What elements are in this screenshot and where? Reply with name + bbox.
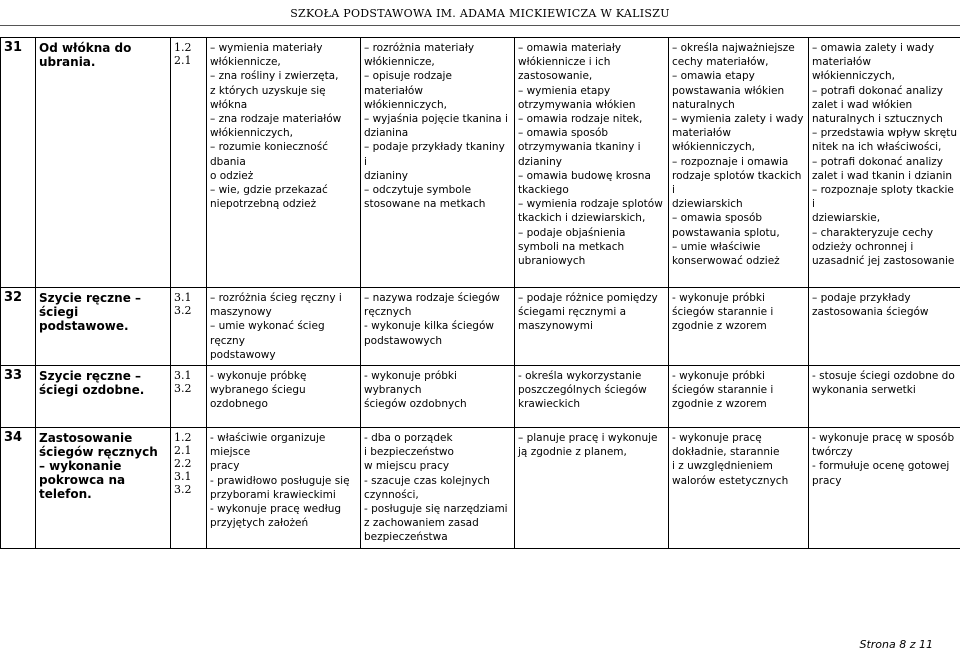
requirement-line: – wymienia materiały — [210, 42, 323, 54]
requirement-line: – zna rośliny i zwierzęta, — [210, 70, 339, 83]
requirement-line: otrzymywania tkaniny i — [518, 141, 641, 154]
requirement-line: – potrafi dokonać analizy — [812, 84, 943, 97]
requirement-line: – przedstawia wpływ skrętu — [812, 127, 957, 140]
requirement-line: maszynowymi — [518, 320, 593, 333]
requirement-line: – opisuje rodzaje materiałów — [364, 70, 452, 97]
curriculum-code: 2.1 — [174, 444, 192, 458]
curriculum-codes — [171, 38, 207, 288]
requirement-line: - posługuje się narzędziami — [364, 503, 508, 516]
lesson-number: 34 — [1, 428, 36, 549]
requirement-line: – rozpoznaje i omawia — [672, 155, 789, 168]
requirement-line: wykonania serwetki — [812, 384, 916, 397]
requirement-line: powstawania włókien — [672, 84, 785, 97]
requirement-line: z zachowaniem zasad — [364, 517, 479, 530]
table-row — [1, 366, 960, 428]
lesson-number: 31 — [1, 38, 36, 288]
requirement-line: włókienniczych, — [210, 127, 293, 140]
curriculum-codes — [171, 366, 207, 428]
requirement-line: – rozumie konieczność dbania — [210, 141, 328, 168]
requirement-line: – rozpoznaje sploty tkackie i — [812, 184, 954, 211]
header-divider — [0, 25, 960, 26]
curriculum-code: 3.2 — [174, 483, 192, 497]
requirement-line: – potrafi dokonać analizy — [812, 155, 943, 168]
requirements-cell-3 — [515, 366, 669, 428]
lesson-plan-table — [0, 37, 960, 549]
curriculum-codes — [171, 428, 207, 549]
requirement-line: wybranego ściegu ozdobnego — [210, 384, 306, 411]
curriculum-code: 2.1 — [174, 54, 192, 67]
requirement-line: dzianina — [364, 127, 409, 140]
requirement-line: ubraniowych — [518, 255, 586, 268]
lesson-topic: Szycie ręczne – ściegi podstawowe. — [36, 288, 171, 366]
requirements-cell-1 — [207, 366, 361, 428]
requirement-line: w miejscu pracy — [364, 460, 450, 473]
requirement-line: - wykonuje próbki — [672, 292, 765, 304]
requirement-line: – podaje objaśnienia — [518, 226, 626, 239]
requirement-line: włókienniczych, — [364, 98, 447, 111]
requirement-line: zastosowania ściegów — [812, 306, 929, 319]
lesson-number: 33 — [1, 366, 36, 428]
requirement-line: pracy — [210, 460, 240, 473]
requirement-line: ręcznych — [364, 306, 412, 319]
requirements-cell-4 — [669, 366, 809, 428]
curriculum-code: 3.2 — [174, 382, 192, 396]
page-number: Strona 8 z 11 — [859, 638, 933, 651]
requirement-line: zastosowanie, — [518, 70, 593, 83]
curriculum-code: 1.2 — [174, 431, 192, 445]
page-header — [0, 0, 960, 25]
requirement-line: – planuje pracę i wykonuje — [518, 432, 658, 445]
requirement-line: przyjętych założeń — [210, 517, 309, 530]
requirements-cell-1 — [207, 428, 361, 549]
requirement-line: tkackich i dziewiarskich, — [518, 212, 646, 225]
requirement-line: materiałów włókienniczych, — [812, 56, 895, 83]
requirement-line: naturalnych — [672, 98, 735, 111]
requirement-line: o odzież — [210, 169, 254, 182]
curriculum-codes — [171, 288, 207, 366]
requirement-line: – podaje przykłady — [812, 292, 911, 304]
requirement-line: - wykonuje pracę w sposób — [812, 432, 955, 445]
requirement-line: – charakteryzuje cechy — [812, 226, 934, 239]
curriculum-code: 3.2 — [174, 304, 192, 317]
requirement-line: tkackiego — [518, 184, 569, 197]
requirements-cell-2 — [361, 38, 515, 288]
requirement-line: - prawidłowo posługuje się — [210, 474, 350, 487]
requirements-cell-5 — [809, 428, 960, 549]
requirement-line: – rozróżnia ścieg ręczny i — [210, 292, 342, 304]
requirement-line: - wykonuje pracę według — [210, 503, 342, 516]
requirement-line: bezpieczeństwa — [364, 531, 448, 544]
table-row — [1, 38, 960, 288]
requirement-line: dzianiny — [518, 155, 562, 168]
requirement-line: - wykonuje pracę — [672, 432, 762, 445]
requirement-line: – zna rodzaje materiałów — [210, 113, 342, 126]
requirement-line: powstawania splotu, — [672, 226, 780, 239]
requirement-line: stosowane na metkach — [364, 198, 486, 211]
requirement-line: ją zgodnie z planem, — [518, 446, 627, 459]
requirement-line: ściegów starannie i — [672, 384, 774, 397]
requirement-line: - szacuje czas kolejnych — [364, 474, 490, 487]
requirements-cell-2 — [361, 288, 515, 366]
requirement-line: materiałów — [672, 127, 731, 140]
curriculum-code: 3.1 — [174, 291, 192, 304]
requirements-cell-5 — [809, 288, 960, 366]
requirement-line: ściegów ozdobnych — [364, 398, 467, 411]
requirement-line: i bezpieczeństwo — [364, 446, 454, 459]
requirement-line: zalet i wad włókien — [812, 98, 913, 111]
requirement-line: włókiennicze, — [210, 56, 281, 69]
requirement-line: i z uwzględnieniem — [672, 460, 773, 473]
requirements-cell-3 — [515, 288, 669, 366]
requirement-line: zalet i wad tkanin i dzianin — [812, 169, 953, 182]
curriculum-code: 3.1 — [174, 470, 192, 484]
requirements-cell-1 — [207, 38, 361, 288]
requirement-line: cechy materiałów, — [672, 56, 769, 69]
requirement-line: – wymienia etapy — [518, 84, 611, 97]
requirement-line: zgodnie z wzorem — [672, 320, 767, 333]
requirement-line: – omawia etapy — [672, 70, 755, 83]
requirement-line: z których uzyskuje się włókna — [210, 84, 326, 111]
requirement-line: przyborami krawieckimi — [210, 488, 336, 501]
requirement-line: dziewiarskie, — [812, 212, 881, 225]
requirement-line: – wyjaśnia pojęcie tkanina i — [364, 113, 508, 126]
requirement-line: – umie wykonać ścieg ręczny — [210, 320, 325, 347]
requirements-cell-4 — [669, 288, 809, 366]
requirement-line: zgodnie z wzorem — [672, 398, 767, 411]
requirement-line: - określa wykorzystanie — [518, 370, 642, 383]
requirement-line: pracy — [812, 474, 842, 487]
requirement-line: – rozróżnia materiały — [364, 42, 475, 54]
requirement-line: podstawowy — [210, 348, 276, 361]
requirement-line: naturalnych i sztucznych — [812, 113, 943, 126]
requirement-line: uzasadnić jej zastosowanie — [812, 255, 955, 268]
requirement-line: - wykonuje kilka ściegów — [364, 320, 494, 333]
requirement-line: niepotrzebną odzież — [210, 198, 317, 211]
requirement-line: krawieckich — [518, 398, 580, 411]
requirement-line: – omawia sposób — [672, 212, 763, 225]
requirement-line: rodzaje splotów tkackich i — [672, 169, 802, 197]
requirement-line: włókiennicze, — [364, 56, 435, 69]
requirement-line: czynności, — [364, 488, 419, 501]
lesson-topic: Od włókna do ubrania. — [36, 38, 171, 288]
requirement-line: - dba o porządek — [364, 432, 453, 445]
requirement-line: – wymienia zalety i wady — [672, 113, 804, 126]
requirement-line: - formułuje ocenę gotowej — [812, 460, 950, 473]
requirement-line: – określa najważniejsze — [672, 42, 795, 54]
requirement-line: – podaje przykłady tkaniny i — [364, 141, 505, 168]
requirements-cell-5 — [809, 366, 960, 428]
requirement-line: – omawia budowę krosna — [518, 169, 651, 182]
requirements-cell-5 — [809, 38, 960, 288]
requirement-line: dzianiny — [364, 169, 408, 182]
requirement-line: odzieży ochronnej i — [812, 240, 914, 253]
requirement-line: ściegami ręcznymi a — [518, 306, 627, 319]
requirement-line: - stosuje ściegi ozdobne do — [812, 370, 955, 383]
requirements-cell-1 — [207, 288, 361, 366]
requirement-line: - wykonuje próbki — [672, 370, 765, 383]
requirement-line: symboli na metkach — [518, 240, 625, 253]
requirement-line: – odczytuje symbole — [364, 184, 472, 197]
requirement-line: - wykonuje próbkę — [210, 370, 307, 383]
requirement-line: dziewiarskich — [672, 198, 743, 211]
requirements-cell-2 — [361, 428, 515, 549]
requirement-line: - właściwie organizuje miejsce — [210, 432, 326, 459]
curriculum-code: 3.1 — [174, 369, 192, 383]
curriculum-code: 1.2 — [174, 41, 192, 54]
requirement-line: – omawia materiały — [518, 42, 622, 54]
requirement-line: dokładnie, starannie — [672, 446, 780, 459]
requirement-line: – omawia zalety i wady — [812, 42, 935, 54]
requirement-line: - wykonuje próbki wybranych — [364, 370, 457, 397]
requirement-line: – wie, gdzie przekazać — [210, 184, 328, 197]
requirements-cell-2 — [361, 366, 515, 428]
requirement-line: maszynowy — [210, 306, 272, 319]
requirement-line: nitek na ich właściwości, — [812, 141, 942, 154]
requirement-line: – omawia sposób — [518, 127, 609, 140]
requirements-cell-4 — [669, 38, 809, 288]
requirement-line: walorów estetycznych — [672, 474, 789, 487]
curriculum-code: 2.2 — [174, 457, 192, 471]
lesson-topic: Szycie ręczne – ściegi ozdobne. — [36, 366, 171, 428]
table-row — [1, 428, 960, 549]
requirement-line: – umie właściwie — [672, 240, 761, 253]
requirement-line: konserwować odzież — [672, 255, 780, 268]
requirement-line: – podaje różnice pomiędzy — [518, 292, 658, 304]
requirement-line: ściegów starannie i — [672, 306, 774, 319]
requirement-line: włókiennicze i ich — [518, 56, 611, 69]
school-name: SZKOŁA PODSTAWOWA IM. ADAMA MICKIEWICZA W KALISZU — [290, 7, 670, 20]
requirement-line: włókienniczych, — [672, 141, 755, 154]
requirement-line: podstawowych — [364, 334, 443, 347]
lesson-topic: Zastosowanie ściegów ręcznych – wykonanie pokrowca na telefon. — [36, 428, 171, 549]
requirement-line: poszczególnych ściegów — [518, 384, 647, 397]
lesson-number: 32 — [1, 288, 36, 366]
requirement-line: otrzymywania włókien — [518, 98, 636, 111]
requirement-line: – wymienia rodzaje splotów — [518, 198, 663, 211]
requirements-cell-3 — [515, 428, 669, 549]
requirement-line: twórczy — [812, 446, 853, 459]
requirements-cell-4 — [669, 428, 809, 549]
requirement-line: – nazywa rodzaje ściegów — [364, 292, 500, 304]
table-row — [1, 288, 960, 366]
requirements-cell-3 — [515, 38, 669, 288]
requirement-line: – omawia rodzaje nitek, — [518, 113, 643, 126]
